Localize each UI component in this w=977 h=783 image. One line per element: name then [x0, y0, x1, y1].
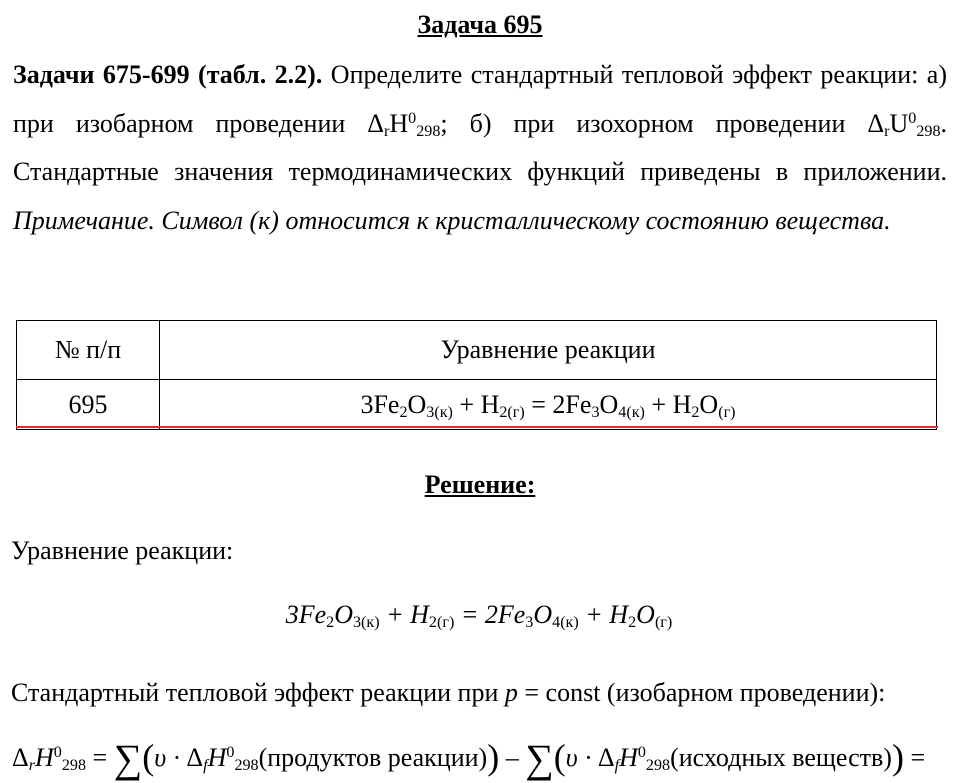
table-underline [16, 426, 938, 428]
problem-note: Примечание. Символ (к) относится к кристаллическому состоянию вещества. [13, 205, 891, 235]
solution-equation: $3Fe_2O_{3(к)} + H_{2(г)} = 2Fe_3O_{4(к)} + H_2O_{(г)}$ [285, 600, 673, 632]
reaction-table [16, 320, 937, 430]
problem-statement: Задачи 675-699 (табл. 2.2). Определите стандартный тепловой эффект реакции: а) при изобарном проведении $\Delta_rH^0_{298}$; б) при изохорном проведении $\Delta_rU^0_{298}$. Стандартные значения термодинамических функций приведены в приложении. Примечание. Символ (к) относится к кристаллическому состоянию вещества. [13, 60, 948, 235]
row-number: 695 [17, 380, 160, 430]
solution-heading: Решение: [424, 470, 536, 499]
sum-symbol: ∑ [113, 736, 143, 781]
header-number: № п/п [17, 321, 160, 380]
enthalpy-formula: $\Delta_rH^0_{298} = \sum(\upsilon$ · $\Delta_fH^0_{298}(продуктов$ реакции)) – $\sum(\upsilon \cdot \Delta_fH^0_{298}(исходных$ веществ)) = [12, 736, 926, 781]
table-header-row [17, 321, 937, 380]
row-equation: $3Fe_2O_{3(к)} + H_{2(г)} = 2Fe_3O_{4(к)} + H_2O_{(г)}$ [160, 380, 937, 430]
problem-range-bold: Задачи 675-699 (табл. 2.2). [13, 60, 323, 89]
header-equation: Уравнение реакции [160, 321, 937, 380]
table-row [17, 380, 937, 430]
sum-symbol-2: ∑ [525, 736, 554, 781]
heat-effect-label: Стандартный тепловой эффект реакции при p = const (изобарном проведении): [11, 678, 886, 707]
equation-label: Уравнение реакции: [11, 536, 234, 565]
problem-title: Задача 695 [417, 10, 543, 39]
